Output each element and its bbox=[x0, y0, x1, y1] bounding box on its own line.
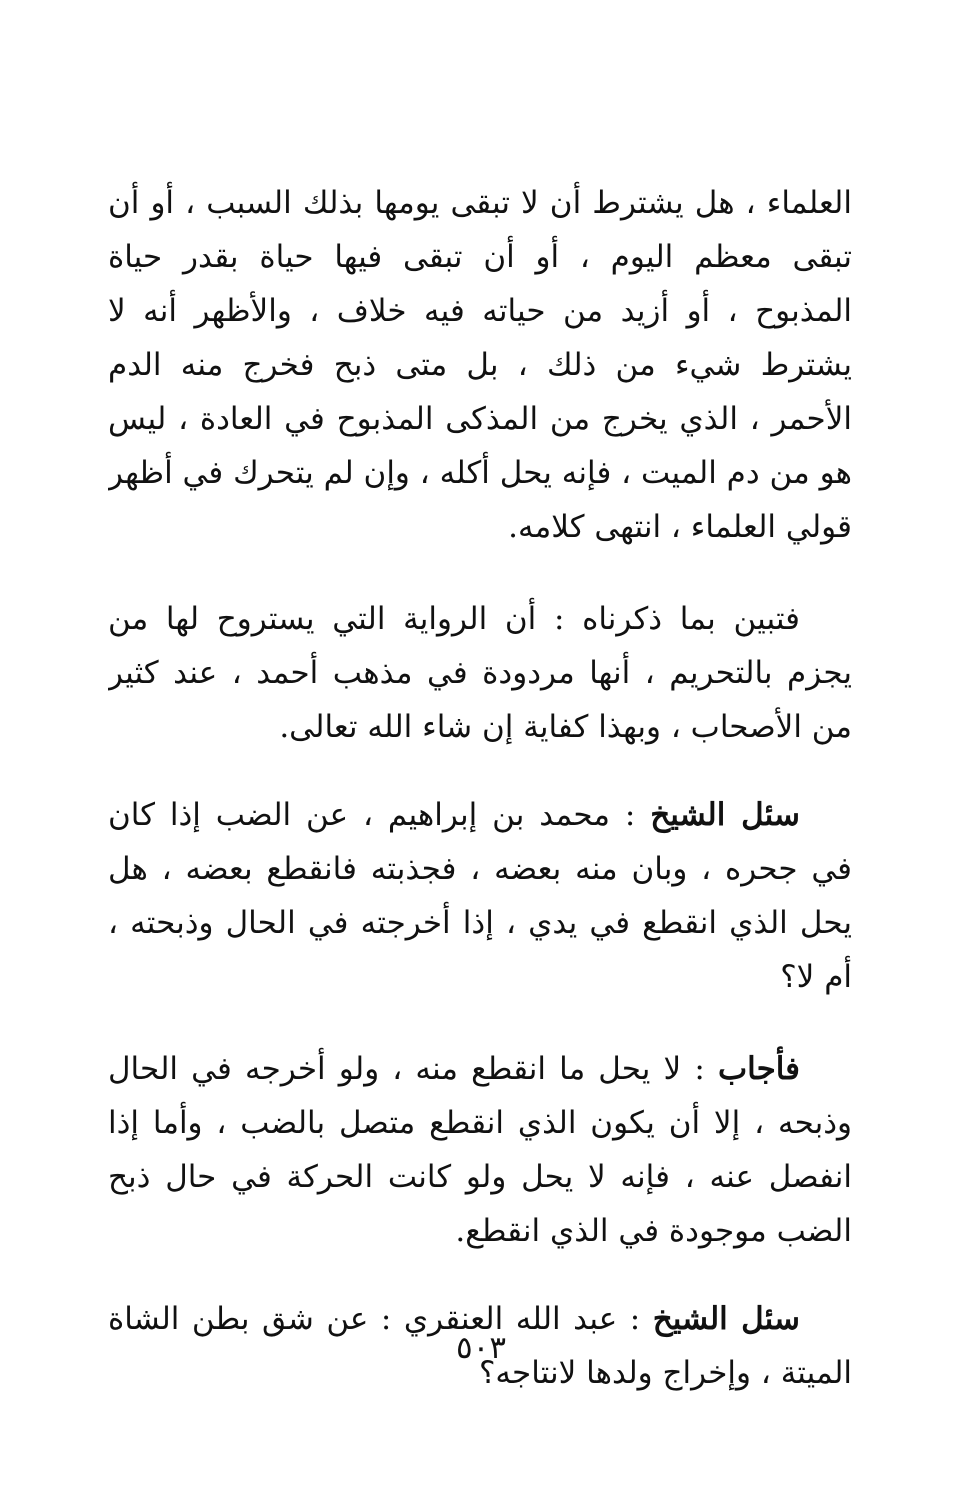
text-line: يحل الذي انقطع في يدي ، إذا أخرجته في الحال وذبحته ، bbox=[108, 905, 852, 941]
paragraph-question-1 bbox=[108, 788, 852, 1004]
text-segment: : عبد الله العنقري : عن شق بطن الشاة bbox=[108, 1301, 641, 1337]
text-segment: : لا يحل ما انقطع منه ، ولو أخرجه في الحال bbox=[108, 1051, 705, 1087]
text-line: يشترط شيء من ذلك ، بل متى ذبح فخرج منه الدم bbox=[108, 347, 852, 383]
page-body bbox=[108, 176, 852, 1400]
text-line bbox=[108, 1042, 852, 1096]
text-line: في جحره ، وبان منه بعضه ، فجذبته فانقطع بعضه ، هل bbox=[108, 851, 852, 887]
paragraph-2 bbox=[108, 592, 852, 754]
text-line: هو من دم الميت ، فإنه يحل أكله ، وإن لم يتحرك في أظهر bbox=[108, 455, 852, 491]
speaker-label: سئل الشيخ bbox=[652, 1301, 800, 1337]
text-line: أم لا؟ bbox=[780, 959, 852, 995]
text-line: الميتة ، وإخراج ولدها لانتاجه؟ bbox=[478, 1355, 852, 1391]
text-line: الأحمر ، الذي يخرج من المذكى المذبوح في العادة ، ليس bbox=[108, 401, 852, 437]
text-line: تبقى معظم اليوم ، أو أن تبقى فيها حياة بقدر حياة bbox=[108, 239, 852, 275]
page-number: ٥٠٣ bbox=[456, 1330, 506, 1366]
text-line: من الأصحاب ، وبهذا كفاية إن شاء الله تعالى. bbox=[279, 709, 852, 745]
text-segment: : محمد بن إبراهيم ، عن الضب إذا كان bbox=[108, 797, 636, 833]
paragraph-answer-1 bbox=[108, 1042, 852, 1258]
text-line: المذبوح ، أو أزيد من حياته فيه خلاف ، والأظهر أنه لا bbox=[108, 293, 852, 329]
text-line: فتبين بما ذكرناه : أن الرواية التي يستروح لها من bbox=[108, 601, 800, 637]
text-line: يجزم بالتحريم ، أنها مردودة في مذهب أحمد ، عند كثير bbox=[108, 655, 852, 691]
text-line: قولي العلماء ، انتهى كلامه. bbox=[508, 509, 852, 545]
paragraph-1 bbox=[108, 176, 852, 554]
text-line bbox=[108, 788, 852, 842]
text-line: انفصل عنه ، فإنه لا يحل ولو كانت الحركة في حال ذبح bbox=[108, 1159, 852, 1195]
speaker-label: فأجاب bbox=[717, 1051, 800, 1087]
text-line: الضب موجودة في الذي انقطع. bbox=[455, 1213, 852, 1249]
speaker-label: سئل الشيخ bbox=[650, 797, 800, 833]
text-line: العلماء ، هل يشترط أن لا تبقى يومها بذلك السبب ، أو أن bbox=[108, 185, 852, 221]
text-line: وذبحه ، إلا أن يكون الذي انقطع متصل بالضب ، وأما إذا bbox=[108, 1105, 852, 1141]
